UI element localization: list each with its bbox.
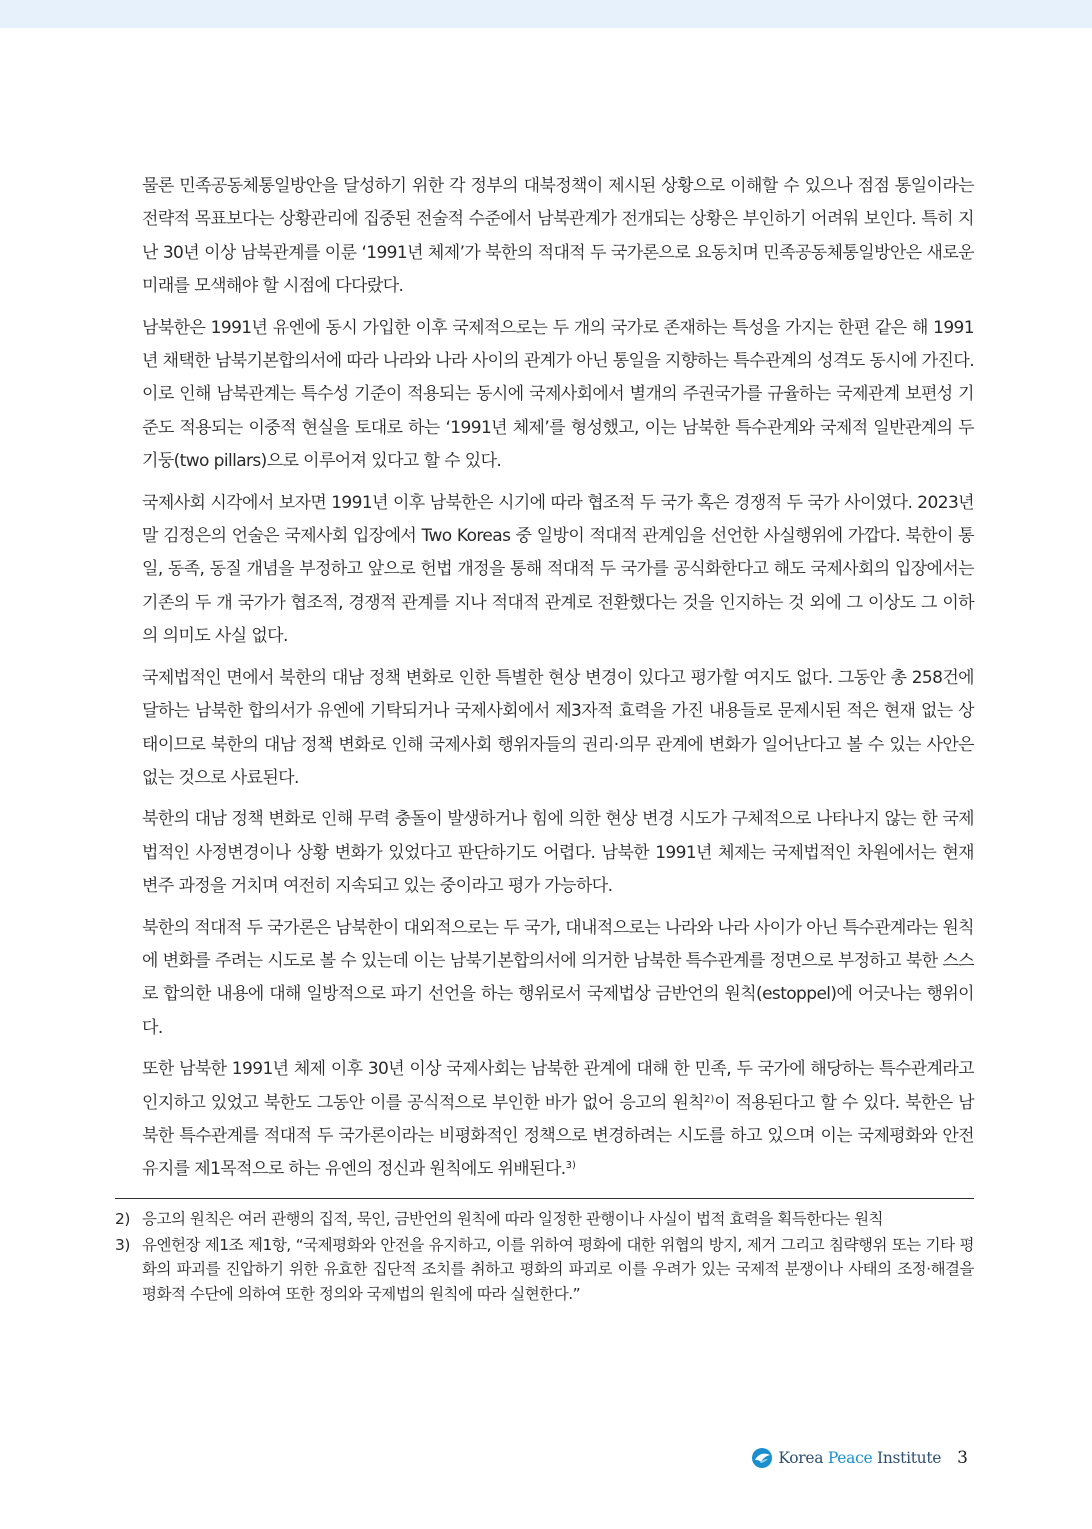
paragraph-7-text-b: 이 적용된다고 할 수 있다. 북한은 남북한 특수관계를 적대적 두 국가론이라는 비평화적인 정책으로 변경하려는 시도를 하고 있으며 이는 국제평화와 안전 유지를 제1목적으로 하는 유엔의 정신과 원칙에도 위배된다. (142, 1092, 974, 1180)
paragraph-5: 북한의 대남 정책 변화로 인해 무력 충돌이 발생하거나 힘에 의한 현상 변경 시도가 구체적으로 나타나지 않는 한 국제법적인 사정변경이나 상황 변화가 있었다고 판단하기도 어렵다. 남북한 1991년 체제는 국제법적인 차원에서는 현재 변주 과정을 거치며 여전히 지속되고 있는 중이라고 평가 가능하다. (142, 809, 974, 897)
footnote-number: 2) (115, 1210, 130, 1228)
footnote-text: 유엔헌장 제1조 제1항, “국제평화와 안전을 유지하고, 이를 위하여 평화에 대한 위협의 방지, 제거 그리고 침략행위 또는 기타 평화의 파괴를 진압하기 위한 유효한 집단적 조치를 취하고 평화의 파괴로 이를 우려가 있는 국제적 분쟁이나 사태의 조정·해결을 평화적 수단에 의하여 또한 정의와 국제법의 원칙에 따라 실현한다.” (142, 1235, 974, 1303)
body-text (142, 170, 974, 1195)
paragraph-4: 국제법적인 면에서 북한의 대남 정책 변화로 인한 특별한 현상 변경이 있다고 평가할 여지도 없다. 그동안 총 258건에 달하는 남북한 합의서가 유엔에 기탁되거나 국제사회에서 제3자적 효력을 가진 내용들로 문제시된 적은 현재 없는 상태이므로 북한의 대남 정책 변화로 인해 국제사회 행위자들의 권리·의무 관계에 변화가 일어난다고 볼 수 있는 사안은 없는 것으로 사료된다. (142, 667, 974, 788)
footnote-2 (115, 1207, 974, 1232)
top-band (0, 0, 1092, 28)
page-footer (751, 1444, 968, 1472)
dove-globe-icon (751, 1447, 773, 1469)
paragraph-1: 물론 민족공동체통일방안을 달성하기 위한 각 정부의 대북정책이 제시된 상황으로 이해할 수 있으나 점점 통일이라는 전략적 목표보다는 상황관리에 집중된 전술적 수준에서 남북관계가 전개되는 상황은 부인하기 어려워 보인다. 특히 지난 30년 이상 남북관계를 이룬 ‘1991년 체제’가 북한의 적대적 두 국가론으로 요동치며 민족공동체통일방안은 새로운 미래를 모색해야 할 시점에 다다랐다. (142, 176, 974, 297)
footnote-number: 3) (115, 1235, 130, 1254)
paragraph-7 (142, 1053, 974, 1187)
footnote-divider (115, 1198, 974, 1199)
paragraph-7-text-a: 또한 남북한 1991년 체제 이후 30년 이상 국제사회는 남북한 관계에 대해 한 민족, 두 국가에 해당하는 특수관계라고 인지하고 있었고 북한도 그동안 이를 공식적으로 부인한 바가 없어 응고의 원칙 (142, 1059, 974, 1113)
brand-name (778, 1449, 941, 1467)
brand-korea: Korea (778, 1449, 828, 1467)
footnote-text: 응고의 원칙은 여러 관행의 집적, 묵인, 금반언의 원칙에 따라 일정한 관행이나 사실이 법적 효력을 획득한다는 원칙 (142, 1210, 884, 1228)
footnote-ref-2[interactable]: 2) (704, 1093, 715, 1105)
paragraph-6: 북한의 적대적 두 국가론은 남북한이 대외적으로는 두 국가, 대내적으로는 나라와 나라 사이가 아닌 특수관계라는 원칙에 변화를 주려는 시도로 볼 수 있는데 이는 남북기본합의서에 의거한 남북한 특수관계를 정면으로 부정하고 북한 스스로 합의한 내용에 대해 일방적으로 파기 선언을 하는 행위로서 국제법상 금반언의 원칙(estoppel)에 어긋나는 행위이다. (142, 917, 974, 1038)
footnote-ref-3[interactable]: 3) (565, 1160, 576, 1172)
paragraph-2: 남북한은 1991년 유엔에 동시 가입한 이후 국제적으로는 두 개의 국가로 존재하는 특성을 가지는 한편 같은 해 1991년 채택한 남북기본합의서에 따라 나라와 나라 사이의 관계가 아닌 통일을 지향하는 특수관계의 성격도 동시에 가진다. 이로 인해 남북관계는 특수성 기준이 적용되는 동시에 국제사회에서 별개의 주권국가를 규율하는 국제관계 보편성 기준도 적용되는 이중적 현실을 토대로 하는 ‘1991년 체제’를 형성했고, 이는 남북한 특수관계와 국제적 일반관계의 두 기둥(two pillars)으로 이루어져 있다고 할 수 있다. (142, 317, 974, 472)
brand-institute: Institute (872, 1449, 942, 1467)
page-number: 3 (957, 1448, 968, 1468)
brand-peace: Peace (827, 1449, 873, 1467)
footnote-3 (115, 1233, 974, 1307)
footnotes (115, 1207, 974, 1307)
paragraph-3: 국제사회 시각에서 보자면 1991년 이후 남북한은 시기에 따라 협조적 두 국가 혹은 경쟁적 두 국가 사이였다. 2023년 말 김정은의 언술은 국제사회 입장에서 Two Koreas 중 일방이 적대적 관계임을 선언한 사실행위에 가깝다. 북한이 통일, 동족, 동질 개념을 부정하고 앞으로 헌법 개정을 통해 적대적 두 국가를 공식화한다고 해도 국제사회의 입장에서는 기존의 두 개 국가가 협조적, 경쟁적 관계를 지나 적대적 관계로 전환했다는 것을 인지하는 것 외에 그 이상도 그 이하의 의미도 사실 없다. (142, 492, 974, 647)
